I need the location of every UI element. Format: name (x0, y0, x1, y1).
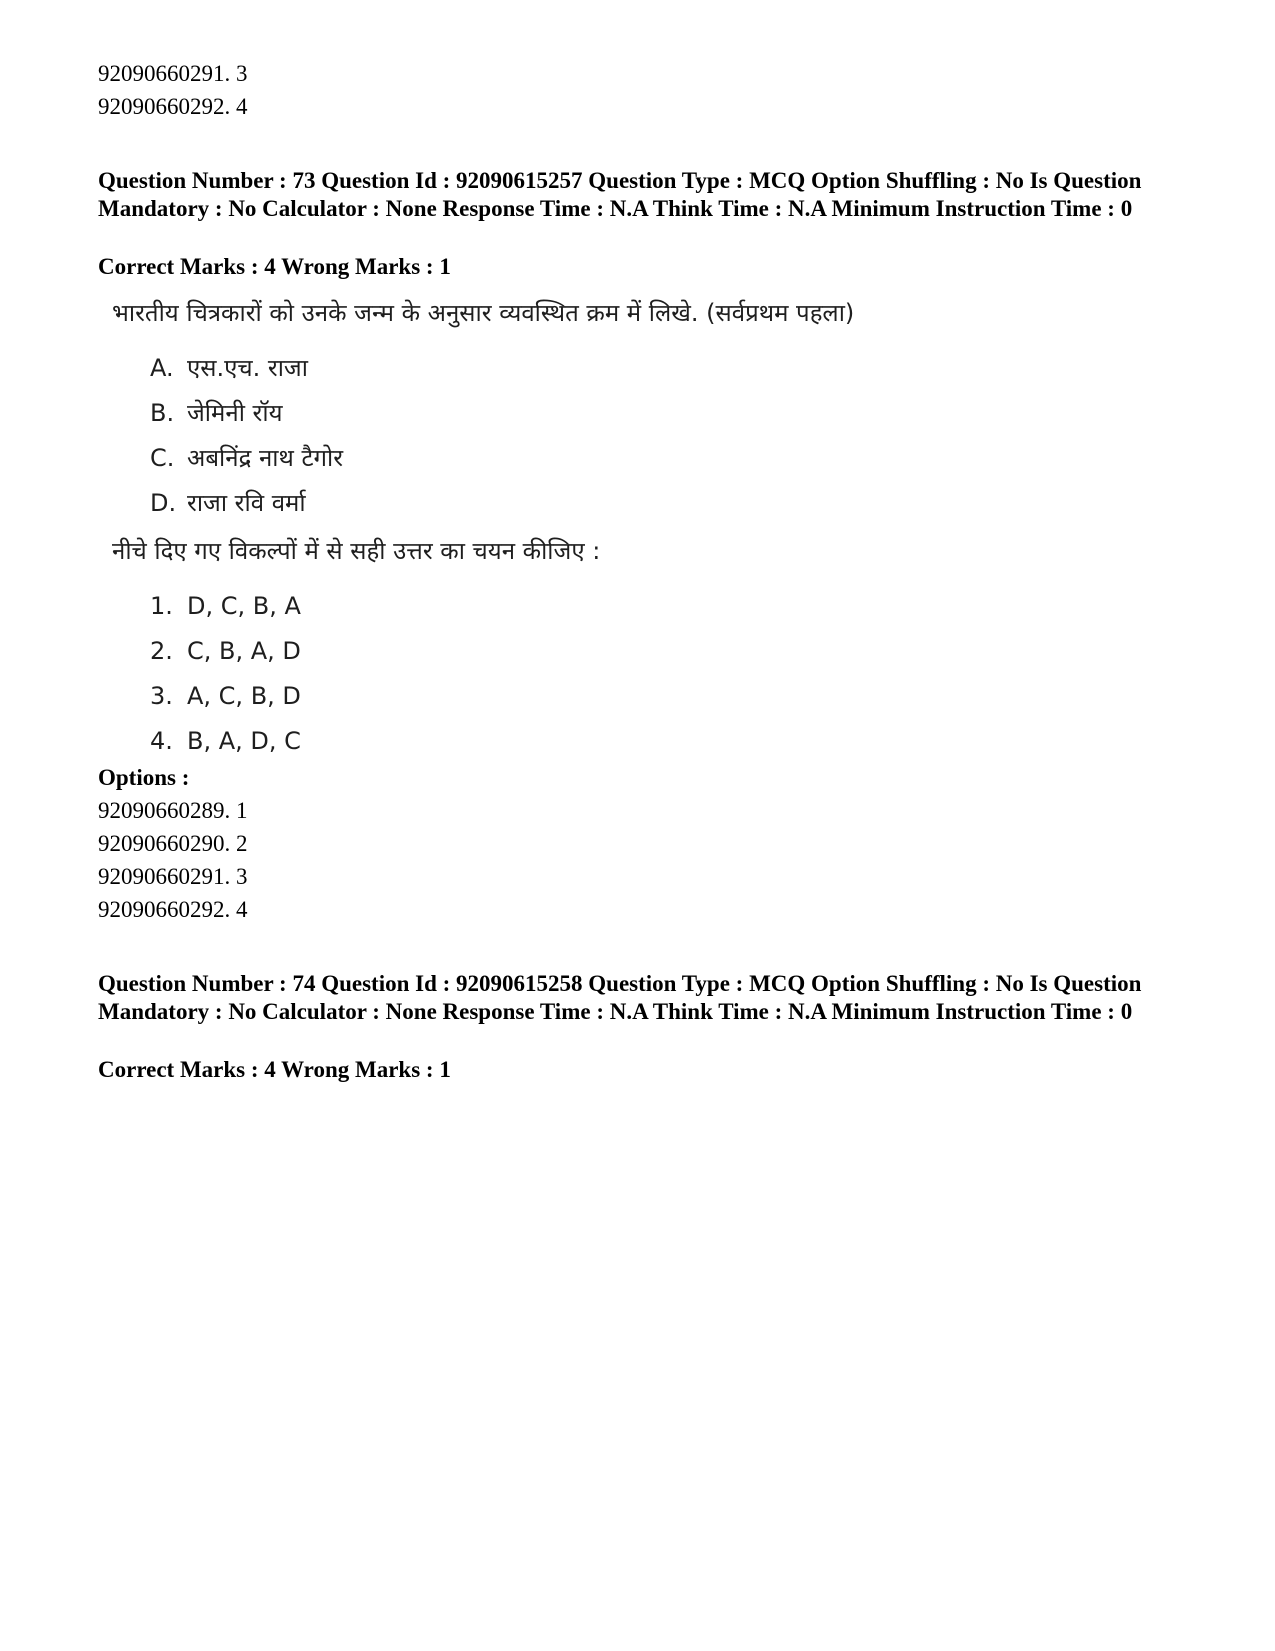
options-heading: Options : (98, 765, 190, 790)
choice-text: C, B, A, D (187, 637, 301, 665)
option-line: 92090660291. 3 (98, 864, 248, 889)
item-text: राजा रवि वर्मा (187, 489, 306, 517)
option-line: 92090660291. 3 (98, 61, 248, 86)
option-id: 92090660290 (98, 831, 225, 856)
marks-line: Correct Marks : 4 Wrong Marks : 1 (98, 1057, 451, 1082)
item-label: C. (150, 444, 175, 472)
option-id: 92090660291 (98, 864, 225, 889)
option-number: 2 (236, 831, 248, 856)
option-line: 92090660292. 4 (98, 897, 248, 922)
choice-text: A, C, B, D (187, 682, 301, 710)
option-line: 92090660292. 4 (98, 94, 248, 119)
instruction-text: नीचे दिए गए विकल्पों में से सही उत्तर का चयन कीजिए : (112, 537, 601, 565)
marks-line: Correct Marks : 4 Wrong Marks : 1 (98, 254, 451, 279)
answer-choice (150, 680, 301, 712)
question-header: Question Number : 74 Question Id : 92090615258 Question Type : MCQ Option Shuffling : No Is Question Mandatory : No Calculator : None Response Time : N.A Think Time : N.A Minimum Instruction Time : 0 (98, 971, 1142, 1024)
choice-label: 4. (150, 727, 173, 755)
question-header: Question Number : 73 Question Id : 92090615257 Question Type : MCQ Option Shuffling : No Is Question Mandatory : No Calculator : None Response Time : N.A Think Time : N.A Minimum Instruction Time : 0 (98, 168, 1142, 221)
item-label: B. (150, 399, 175, 427)
item-text: जेमिनी रॉय (187, 399, 283, 427)
item-text: अबनिंद्र नाथ टैगोर (187, 444, 344, 472)
answer-choice (150, 635, 301, 667)
item-text: एस.एच. राजा (187, 354, 308, 382)
option-line: 92090660289. 1 (98, 798, 248, 823)
option-number: 4 (236, 94, 248, 119)
choice-label: 3. (150, 682, 173, 710)
list-item (150, 352, 308, 384)
answer-choice (150, 590, 301, 622)
option-id: 92090660289 (98, 798, 225, 823)
list-item (150, 397, 283, 429)
choice-text: D, C, B, A (187, 592, 301, 620)
option-id: 92090660292 (98, 94, 225, 119)
answer-choice (150, 725, 301, 757)
choice-text: B, A, D, C (187, 727, 301, 755)
option-id: 92090660291 (98, 61, 225, 86)
choice-label: 2. (150, 637, 173, 665)
option-number: 3 (236, 61, 248, 86)
item-label: D. (150, 489, 177, 517)
option-number: 4 (236, 897, 248, 922)
option-number: 3 (236, 864, 248, 889)
option-line: 92090660290. 2 (98, 831, 248, 856)
list-item (150, 442, 343, 474)
option-number: 1 (236, 798, 248, 823)
list-item (150, 487, 306, 519)
item-label: A. (150, 354, 174, 382)
question-stem: भारतीय चित्रकारों को उनके जन्म के अनुसार व्यवस्थित क्रम में लिखे. (सर्वप्रथम पहला) (112, 299, 855, 327)
choice-label: 1. (150, 592, 173, 620)
option-id: 92090660292 (98, 897, 225, 922)
